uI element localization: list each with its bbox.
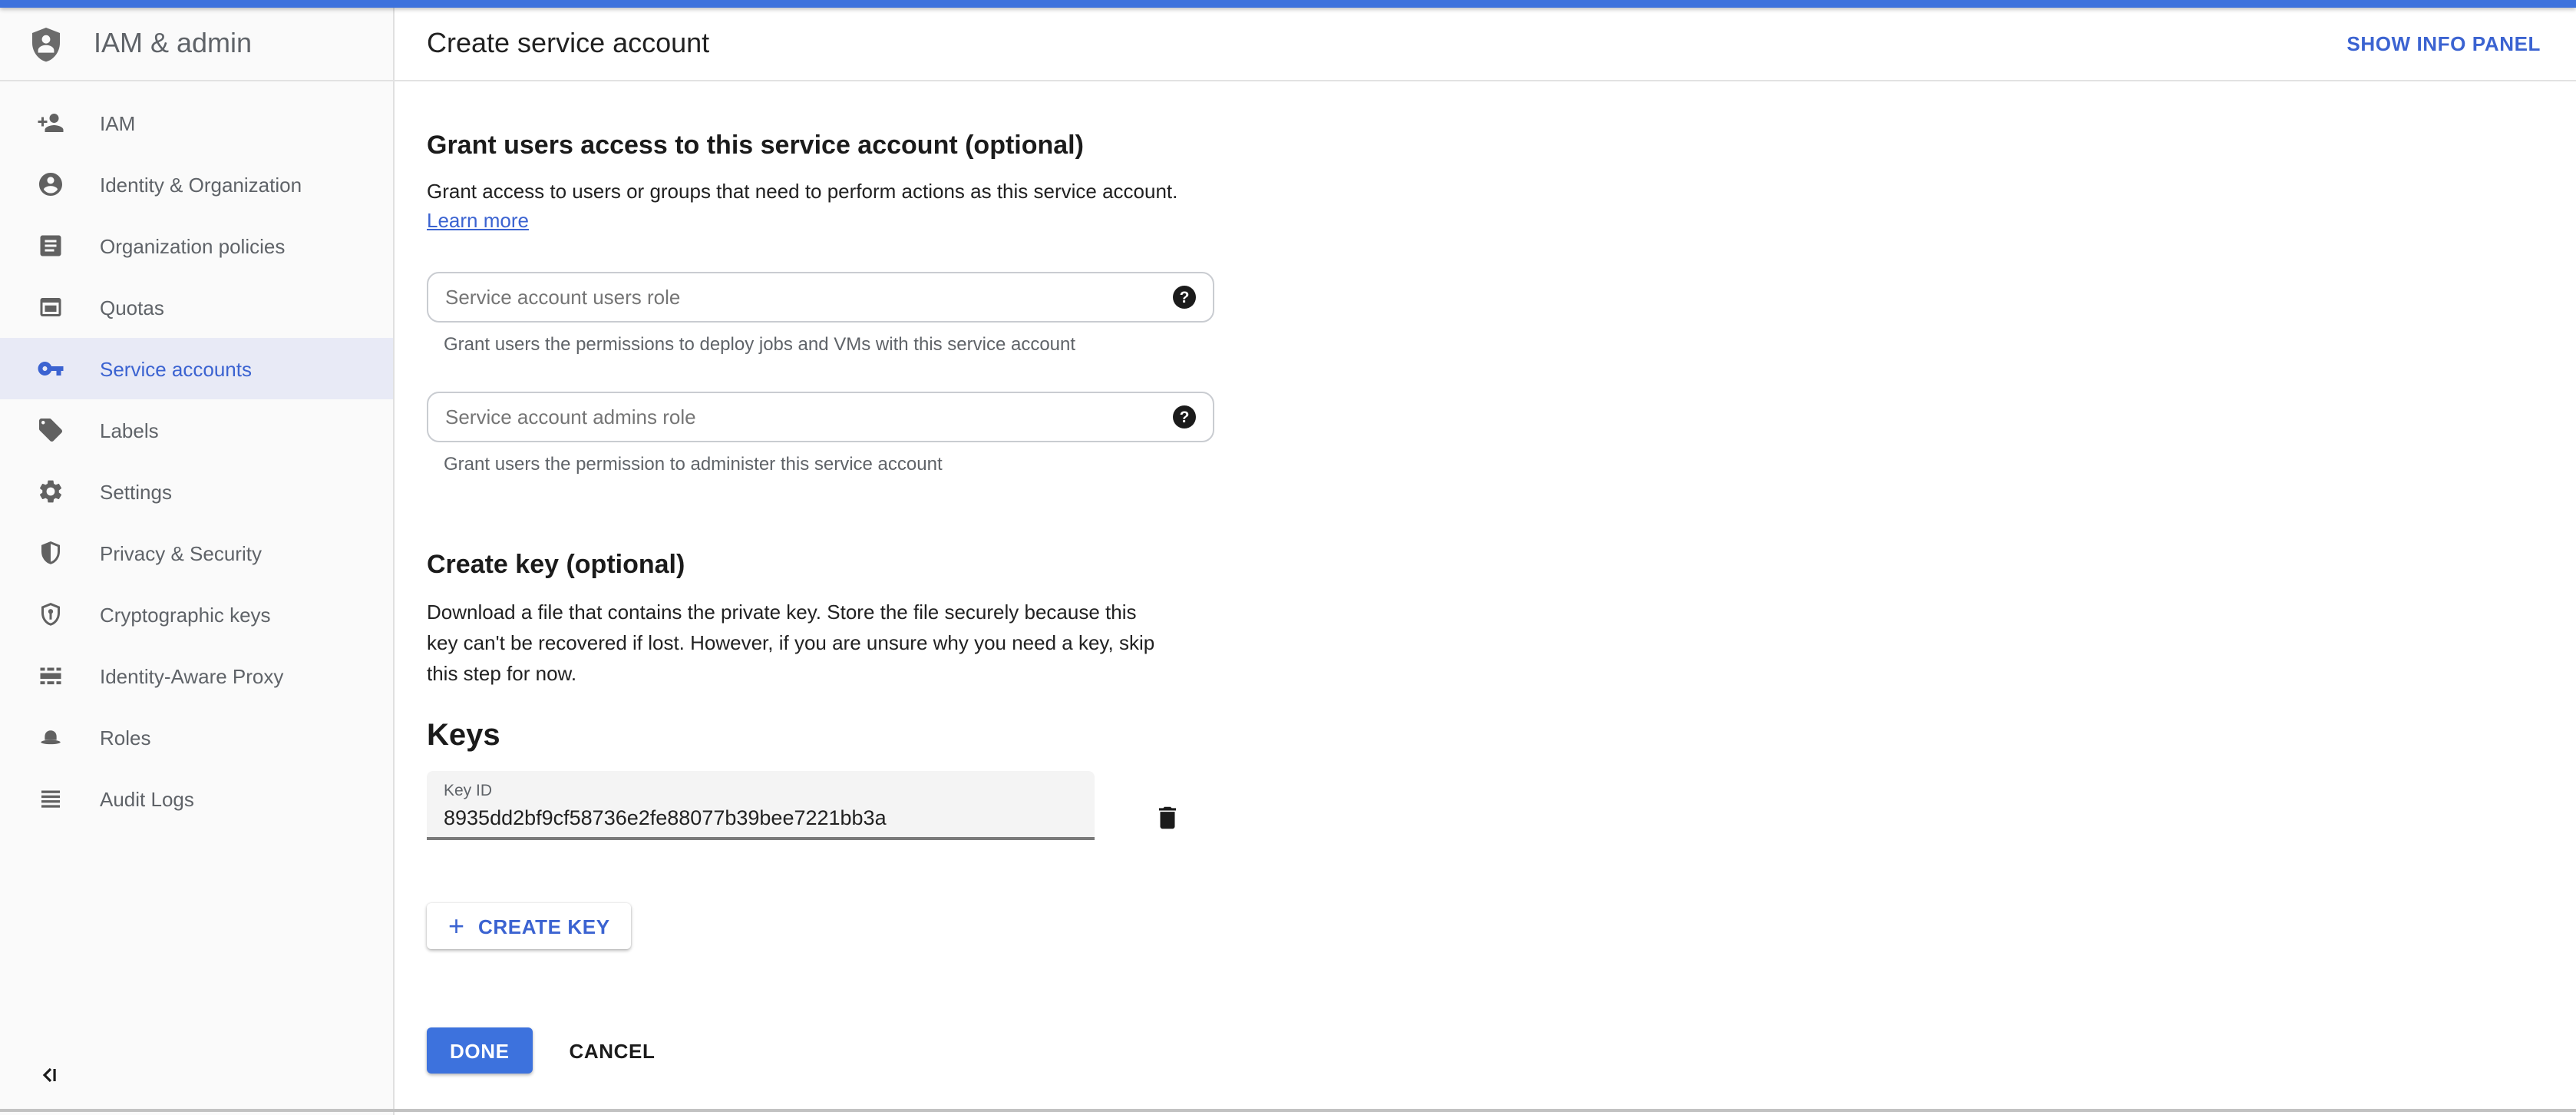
key-id-field [427, 771, 1095, 840]
key-id-value: 8935dd2bf9cf58736e2fe88077b39bee7221bb3a [444, 806, 887, 829]
sidebar-item-label: Organization policies [100, 234, 286, 257]
sidebar-item-organization-policies[interactable] [0, 215, 393, 276]
collapse-sidebar-icon [38, 1062, 63, 1091]
done-button[interactable]: DONE [427, 1027, 533, 1074]
sidebar-item-label: Quotas [100, 296, 164, 319]
page-header [395, 8, 2576, 80]
collapse-sidebar-button[interactable] [31, 1057, 71, 1097]
sidebar-item-settings[interactable] [0, 461, 393, 522]
key-row [427, 771, 2576, 840]
grant-access-heading: Grant users access to this service account (optional) [427, 131, 1084, 160]
sidebar-item-roles[interactable] [0, 706, 393, 768]
sidebar-item-audit-logs[interactable] [0, 768, 393, 829]
sidebar-item-label: Identity & Organization [100, 173, 302, 196]
label-tag-icon [37, 416, 64, 444]
person-add-icon [37, 109, 64, 137]
keys-heading: Keys [427, 719, 500, 753]
trash-icon [1152, 802, 1181, 832]
footer-actions [427, 1027, 2576, 1074]
delete-key-button[interactable] [1145, 796, 1188, 839]
person-circle-icon [37, 170, 64, 198]
top-app-bar [0, 0, 2576, 8]
sidebar-item-label: Privacy & Security [100, 541, 262, 564]
service-account-key-icon [37, 355, 64, 382]
cancel-button[interactable]: CANCEL [551, 1027, 674, 1074]
policies-document-icon [37, 232, 64, 260]
sidebar-item-label: Labels [100, 419, 159, 442]
privacy-shield-icon [37, 539, 64, 567]
page-bottom-divider [0, 1109, 2576, 1112]
create-key-button[interactable] [427, 903, 632, 949]
users-role-helper-text: Grant users the permissions to deploy jobs and VMs with this service account [444, 333, 1076, 355]
sidebar-item-privacy-security[interactable] [0, 522, 393, 584]
key-id-label: Key ID [444, 782, 493, 800]
plus-icon: + [448, 911, 465, 941]
sidebar-item-quotas[interactable] [0, 276, 393, 338]
sidebar-item-identity-organization[interactable] [0, 154, 393, 215]
service-account-admins-role-input[interactable] [428, 393, 1213, 441]
sidebar-item-cryptographic-keys[interactable] [0, 584, 393, 645]
main-content [395, 81, 2576, 1115]
sidebar-nav [0, 81, 395, 1115]
roles-hat-icon [37, 723, 64, 751]
sidebar-item-label: IAM [100, 111, 136, 134]
sidebar-item-service-accounts[interactable] [0, 338, 393, 399]
sidebar-item-label: Identity-Aware Proxy [100, 664, 284, 687]
header-row [0, 8, 2576, 81]
service-account-admins-role-field [427, 392, 1214, 442]
create-key-description: Download a file that contains the private key. Store the file securely because this key can't be recovered if lost. However, if you are unsure why you need a key, skip this step for now. [427, 601, 1155, 685]
gear-icon [37, 478, 64, 505]
show-info-panel-button[interactable]: SHOW INFO PANEL [2346, 8, 2541, 80]
sidebar-item-label: Service accounts [100, 357, 252, 380]
iap-icon [37, 662, 64, 690]
admins-role-helper-text: Grant users the permission to administer this service account [444, 453, 943, 475]
product-header[interactable] [0, 8, 395, 80]
service-account-users-role-field [427, 272, 1214, 323]
sidebar-item-labels[interactable] [0, 399, 393, 461]
audit-logs-icon [37, 785, 64, 812]
grant-access-description: Grant access to users or groups that need to perform actions as this service account. [427, 180, 1178, 203]
quotas-icon [37, 293, 64, 321]
sidebar-item-label: Settings [100, 480, 172, 503]
body-row [0, 81, 2576, 1115]
sidebar-item-label: Cryptographic keys [100, 603, 271, 626]
help-icon[interactable]: ? [1173, 286, 1196, 309]
create-key-heading: Create key (optional) [427, 550, 685, 579]
sidebar-item-iam[interactable] [0, 92, 393, 154]
service-account-users-role-input[interactable] [428, 273, 1213, 321]
sidebar-item-label: Audit Logs [100, 787, 194, 810]
learn-more-link[interactable]: Learn more [427, 209, 529, 232]
help-icon[interactable]: ? [1173, 405, 1196, 428]
sidebar-item-label: Roles [100, 726, 151, 749]
create-key-button-label: CREATE KEY [478, 915, 610, 938]
page-title: Create service account [427, 28, 710, 58]
crypto-key-shield-icon [37, 601, 64, 628]
shield-person-icon [28, 25, 64, 62]
product-name: IAM & admin [94, 28, 253, 58]
sidebar-item-identity-aware-proxy[interactable] [0, 645, 393, 706]
